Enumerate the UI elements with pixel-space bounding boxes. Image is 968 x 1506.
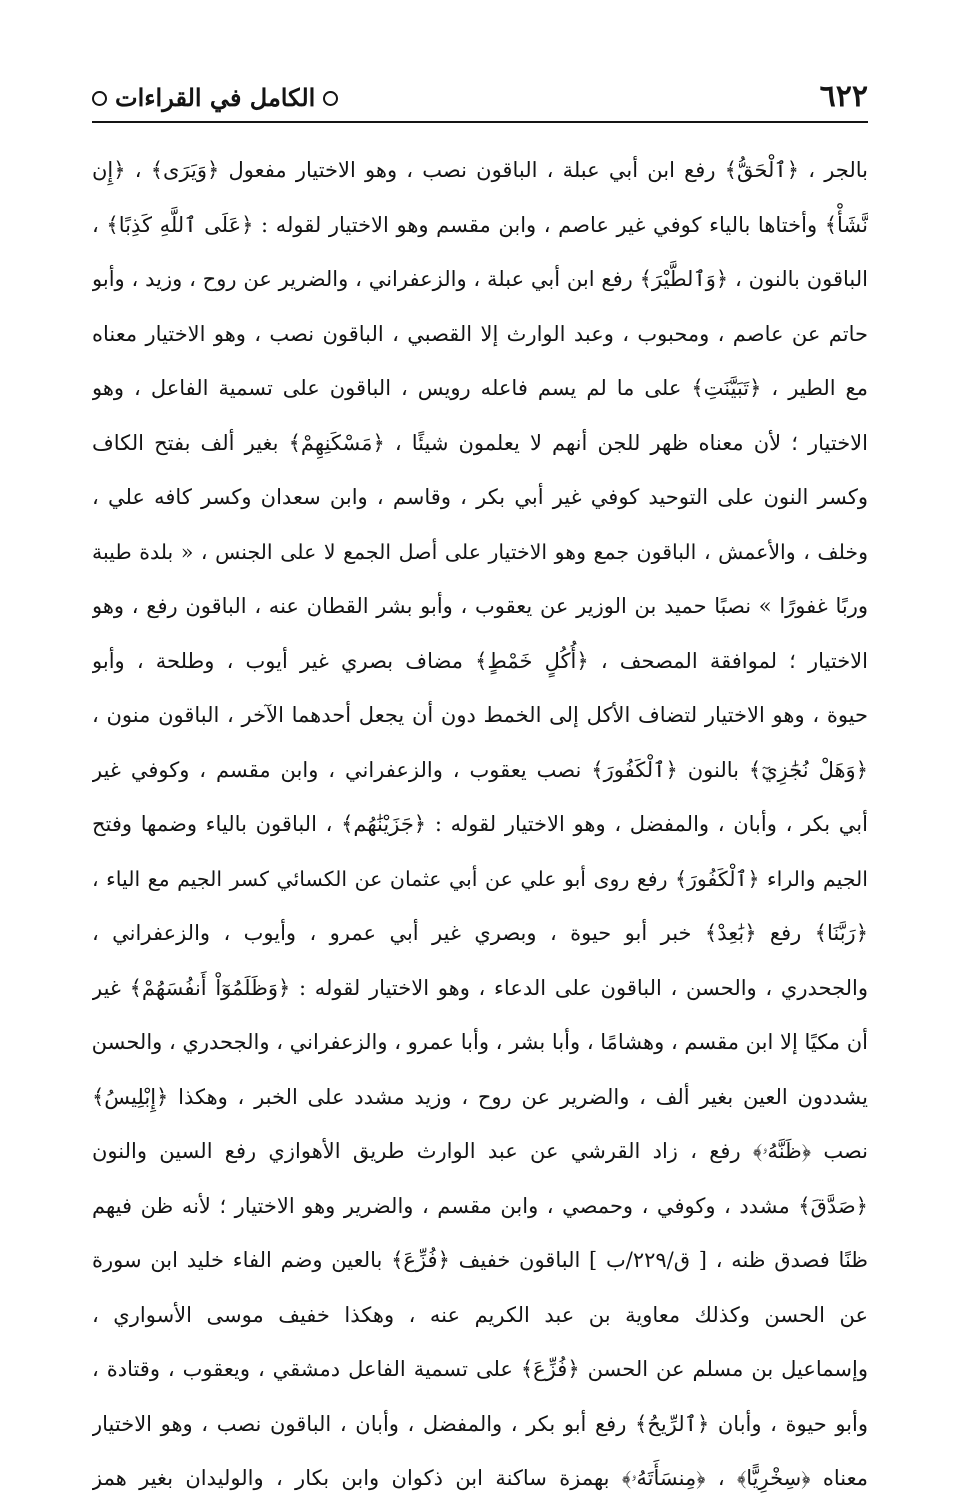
text-line: وربًا غفورًا » نصبًا حميد بن الوزير عن يعقوب ، وأبو بشر القطان عنه ، الباقون رفع ، وهو <box>92 594 868 618</box>
page-header <box>92 78 868 120</box>
running-title-text: الكامل في القراءات <box>115 83 316 112</box>
text-line: عن الحسن وكذلك معاوية بن عبد الكريم عنه ، وهكذا خفيف موسى الأسواري ، <box>92 1302 868 1327</box>
text-line: أبي بكر ، وأبان ، والمفضل ، وهو الاختيار لقوله : ﴿جَزَيْنَٰهُم﴾ ، الباقون بالياء وضمها وفتح <box>92 812 868 836</box>
ring-ornament-icon <box>92 91 107 106</box>
text-line: وكسر النون على التوحيد كوفي غير أبي بكر ، وقاسم ، وابن سعدان وكسر كافه علي ، <box>92 485 868 509</box>
text-line: حيوة ، وهو الاختيار لتضاف الأكل إلى الخمط دون أن يجعل أحدهما الآخر ، الباقون منون ، <box>92 703 868 727</box>
text-line: وأبو حيوة ، وأبان ﴿ٱلرِّيحُ﴾ رفع أبو بكر ، والمفضل ، وأبان ، الباقون نصب ، وهو الاختيار <box>92 1411 868 1436</box>
text-line: يشددون العين بغير ألف ، والضرير عن روح ، وزيد مشدد على الخبر ، وهكذا ﴿إِبْلِيسُ﴾ <box>92 1084 868 1109</box>
text-line: بالجر ، ﴿ٱلْحَقُّ﴾ رفع ابن أبي عبلة ، الباقون نصب ، وهو الاختيار مفعول ﴿وَيَرَى﴾ ، ﴿إِن <box>92 158 868 182</box>
text-line: ظنًا فصدق ظنه ، [ ق/٢٢٩/ب ] الباقون خفيف ﴿فُزِّعَ﴾ بالعين وضم الفاء خليد ابن سورة <box>92 1248 868 1272</box>
text-line: الاختيار ؛ لأن معناه ظهر للجن أنهم لا يعلمون شيئًا ، ﴿مَسْكَنِهِمْ﴾ بغير ألف بفتح الكاف <box>92 430 868 455</box>
text-line: ﴿صَدَّقَ﴾ مشدد ، وكوفي ، وحمصي ، وابن مقسم ، والضرير وهو الاختيار ؛ لأنه ظن فيهم <box>92 1193 868 1218</box>
text-line: ﴿وَهَلْ نُجَٰزِيٓ﴾ بالنون ﴿ٱلْكَفُورَ﴾ نصب يعقوب ، والزعفراني ، وابن مقسم ، وكوفي غير <box>92 757 868 782</box>
running-title <box>92 80 338 116</box>
text-line: الجيم والراء ﴿ٱلْكَفُورَ﴾ رفع روى أبو علي عن أبي عثمان عن الكسائي كسر الجيم مع الياء ، <box>92 866 868 891</box>
ring-ornament-icon <box>323 91 338 106</box>
text-line: الباقون بالنون ، ﴿وَٱلطَّيْرَ﴾ رفع ابن أبي عبلة ، والزعفراني ، والضرير عن روح ، وزيد ، وأبو <box>92 267 868 291</box>
page-number: ٦٢٢ <box>819 79 868 114</box>
text-line: والجحدري ، والحسن ، الباقون على الدعاء ، وهو الاختيار لقوله : ﴿وَظَلَمُوٓاْ أَنفُسَهُمْ﴾ غير <box>92 975 868 1000</box>
header-rule <box>92 121 868 123</box>
text-line: معناه ﴿سِخْرِيًّا﴾ ، ﴿مِنسَأَتَهُۥ﴾ بهمزة ساكنة ابن ذكوان وابن بكار ، والوليدان بغير همز <box>92 1466 868 1490</box>
text-line: أن مكيًا إلا ابن مقسم ، وهشامًا ، وأبا بشر ، وأبا عمرو ، والزعفراني ، والجحدري ، والحسن <box>92 1030 868 1054</box>
text-line: حاتم عن عاصم ، ومحبوب ، وعبد الوارث إلا القصبي ، الباقون نصب ، وهو الاختيار معناه <box>92 321 868 346</box>
text-line: وخلف ، والأعمش ، الباقون جمع وهو الاختيار على أصل الجمع لا على الجنس ، « بلدة طيبة <box>92 539 868 564</box>
text-line: وإسماعيل بن مسلم عن الحسن ﴿فُزِّعَ﴾ على تسمية الفاعل دمشقي ، ويعقوب ، وقتادة ، <box>92 1357 868 1381</box>
body-text <box>92 143 868 1506</box>
text-line: الاختيار ؛ لموافقة المصحف ، ﴿أُكُلٍ خَمْطٍ﴾ مضاف بصري غير أيوب ، وطلحة ، وأبو <box>92 648 868 673</box>
text-line: نَّشَأْ﴾ وأختاها بالياء كوفي غير عاصم ، وابن مقسم وهو الاختيار لقوله : ﴿عَلَى ٱللَّهِ كَذِبًا﴾ ، <box>92 212 868 237</box>
text-line: مع الطير ، ﴿تَبَيَّنَتِ﴾ على ما لم يسم فاعله رويس ، الباقون على تسمية الفاعل ، وهو <box>92 376 868 400</box>
text-line: نصب ﴿ظَنَّهُۥ﴾ رفع ، زاد القرشي عن عبد الوارث طريق الأهوازي رفع السين والنون <box>92 1139 868 1163</box>
text-line: ﴿رَبَّنَا﴾ رفع ﴿بَٰعِدْ﴾ خبر أبو حيوة ، وبصري غير أبي عمرو ، وأيوب ، والزعفراني ، <box>92 921 868 945</box>
